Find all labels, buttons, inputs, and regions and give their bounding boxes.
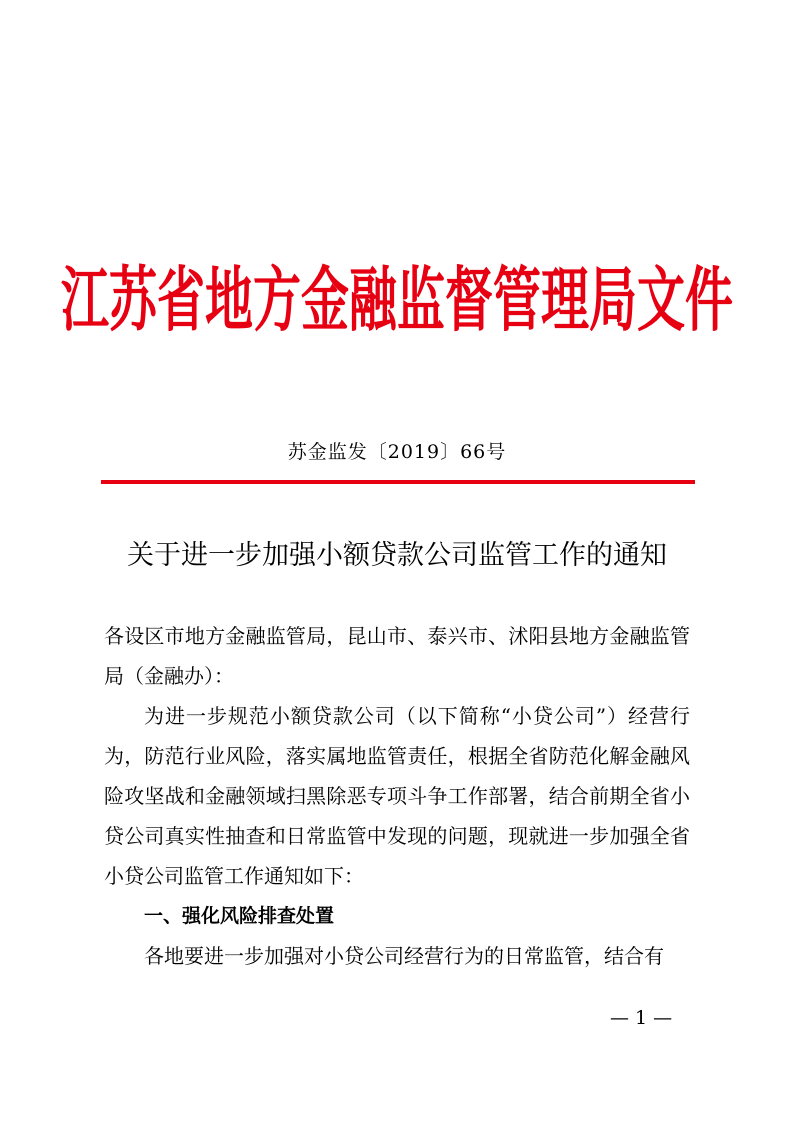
page-number: — 1 — [610,1007,673,1029]
red-separator-line [101,480,695,484]
body-paragraph: 各地要进一步加强对小贷公司经营行为的日常监管，结合有 [144,944,664,968]
document-number: 苏金监发〔2019〕66号 [287,441,507,463]
salutation: 各设区市地方金融监管局，昆山市、泰兴市、沭阳县地方金融监管局（金融办）： [104,624,690,688]
body-paragraph: 为进一步规范小额贷款公司（以下简称“小贷公司”）经营行为，防范行业风险，落实属地监管责任，根据全省防范化解金融风险攻坚战和金融领域扫黑除恶专项斗争工作部署，结合前期全省小贷公司真实性抽查和日常监管中发现的问题，现就进一步加强全省小贷公司监管工作通知如下： [104,704,690,888]
document-title: 关于进一步加强小额贷款公司监管工作的通知 [127,540,667,571]
section-heading: 一、强化风险排查处置 [144,905,335,927]
document-body [104,616,690,976]
masthead-title: 江苏省地方金融监督管理局文件 [60,260,733,342]
